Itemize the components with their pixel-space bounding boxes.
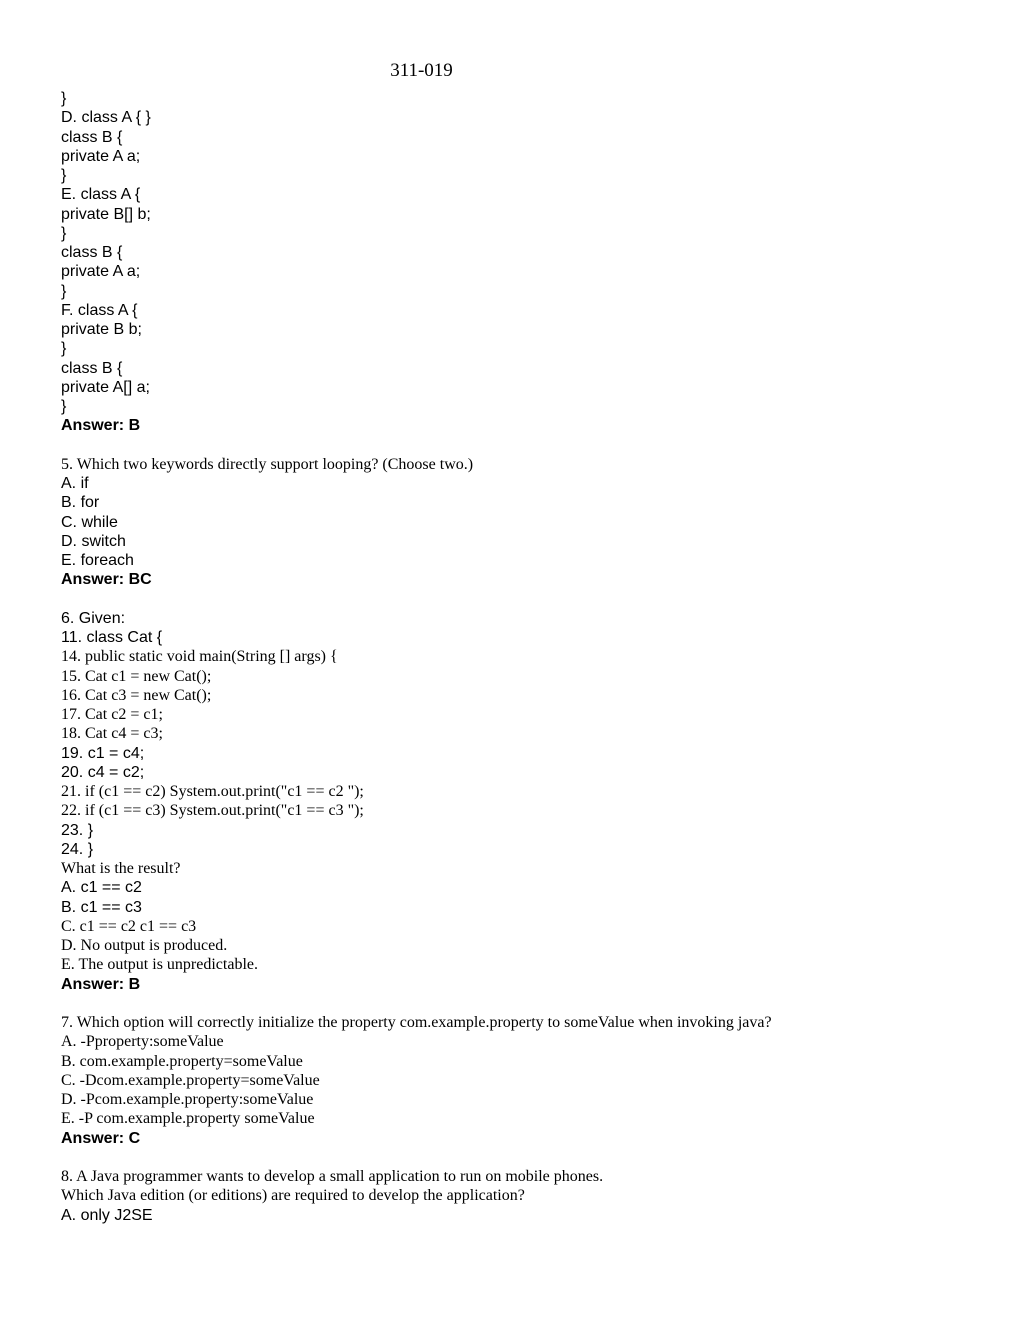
spacer [61,590,1001,609]
answer-label: Answer: B [61,975,141,993]
code-line: 23. } [61,821,94,839]
code-line: 24. } [61,840,94,858]
question-text: 8. A Java programmer wants to develop a small application to run on mobile phones. [61,1168,604,1185]
code-line: 17. Cat c2 = c1; [61,706,163,723]
option-c: C. while [61,513,118,531]
page-header: 311-019 [390,60,453,81]
question-text: What is the result? [61,860,181,877]
option-d: D. switch [61,532,126,550]
code-line: 16. Cat c3 = new Cat(); [61,686,212,704]
code-line: } [61,90,67,107]
question-text: Which Java edition (or editions) are required to develop the application? [61,1187,525,1205]
code-line: } [61,398,67,415]
code-line: private A[] a; [61,378,150,396]
option-f: F. class A { [61,301,138,319]
code-line: 22. if (c1 == c3) System.out.print("c1 == c3 "); [61,802,364,820]
option-e: E. -P com.example.property someValue [61,1110,315,1128]
option-a: A. only J2SE [61,1206,153,1224]
option-b: B. c1 == c3 [61,898,142,916]
option-d: D. No output is produced. [61,937,228,954]
option-e: E. class A { [61,186,141,204]
option-c: C. c1 == c2 c1 == c3 [61,917,197,935]
code-line: 14. public static void main(String [] args) { [61,648,338,666]
question-6 [61,609,1001,994]
question-text: 5. Which two keywords directly support looping? (Choose two.) [61,455,474,473]
question-5 [61,455,1001,590]
code-line: } [61,167,67,184]
question-7 [61,1013,1001,1148]
code-line: } [61,340,67,358]
code-line: class B { [61,359,123,377]
option-e: E. foreach [61,552,134,569]
code-line: private B b; [61,321,142,338]
code-line: private B[] b; [61,205,151,223]
question-8 [61,1167,1001,1225]
page-content [61,89,1001,1225]
code-line: 21. if (c1 == c2) System.out.print("c1 == c2 "); [61,783,364,800]
answer-label: Answer: C [61,1129,141,1147]
option-a: A. c1 == c2 [61,879,142,897]
option-d: D. class A { } [61,109,151,127]
question-given: 6. Given: [61,609,126,627]
code-line: 19. c1 = c4; [61,744,145,762]
code-line: private A a; [61,147,141,165]
option-c: C. -Dcom.example.property=someValue [61,1071,320,1089]
spacer [61,994,1001,1013]
code-line: } [61,224,67,242]
answer-label: Answer: B [61,417,141,435]
option-b: B. com.example.property=someValue [61,1052,303,1070]
code-line: 20. c4 = c2; [61,763,145,781]
code-line: class B { [61,128,123,146]
option-a: A. if [61,475,89,492]
option-d: D. -Pcom.example.property:someValue [61,1091,314,1108]
code-line: 15. Cat c1 = new Cat(); [61,667,212,685]
question-text: 7. Which option will correctly initialize the property com.example.property to someValue when invoking java? [61,1014,772,1031]
spacer [61,436,1001,455]
code-line: 11. class Cat { [61,629,163,646]
option-a: A. -Pproperty:someValue [61,1033,224,1051]
spacer [61,1148,1001,1167]
question-4-tail [61,89,1001,436]
code-line: 18. Cat c4 = c3; [61,725,163,743]
code-line: } [61,282,67,300]
answer-label: Answer: BC [61,571,152,589]
option-e: E. The output is unpredictable. [61,956,258,974]
code-line: private A a; [61,263,141,281]
code-line: class B { [61,244,123,261]
option-b: B. for [61,494,100,512]
